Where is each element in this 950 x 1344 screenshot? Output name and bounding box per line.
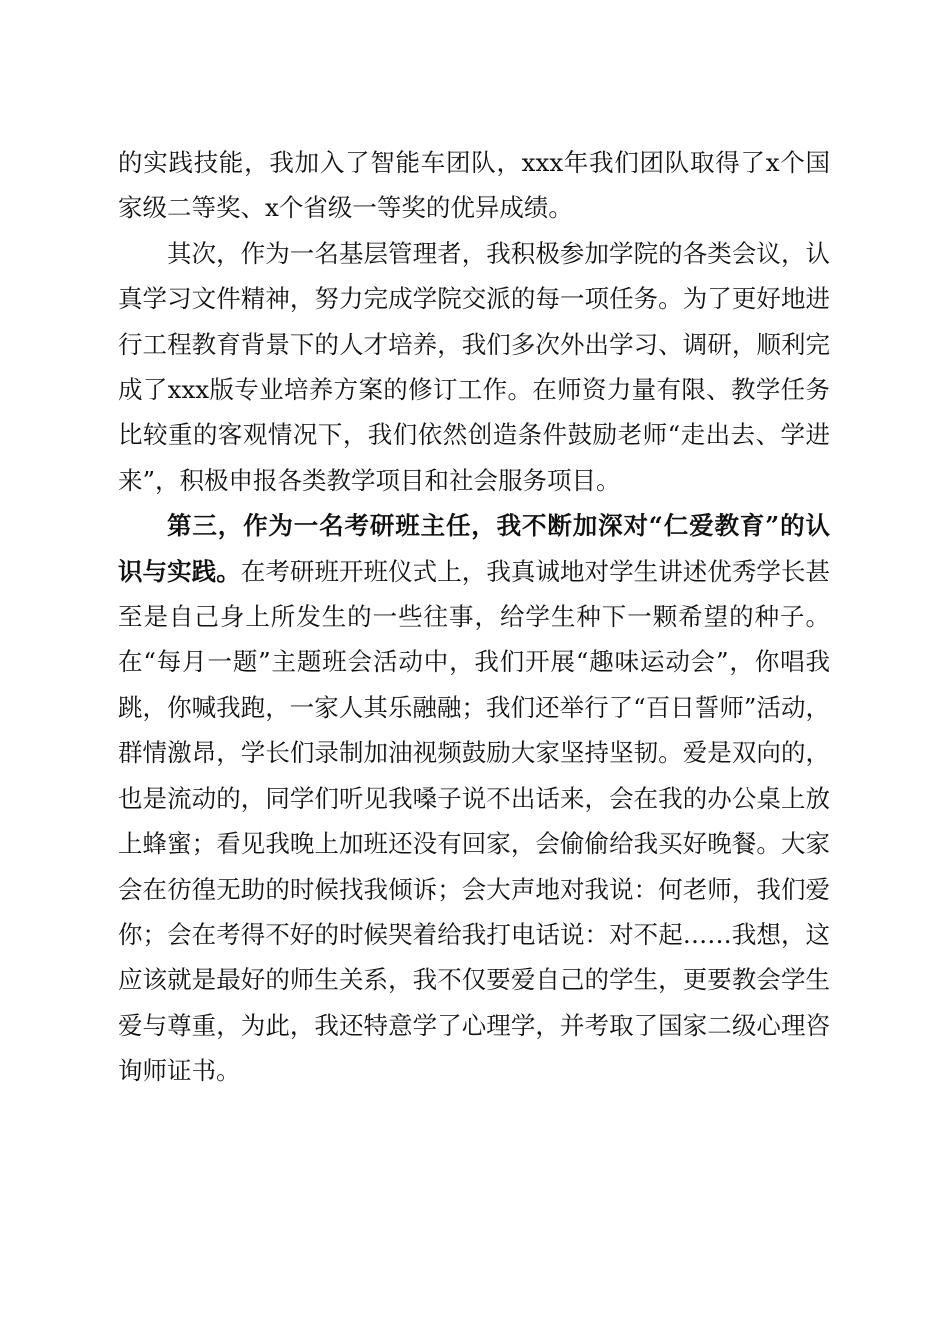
- paragraph-practice-skills: [118, 140, 830, 231]
- paragraph-text: 在考研班开班仪式上，我真诚地对学生讲述优秀学长甚至是自己身上所发生的一些往事，给学生种下一颗希望的种子。在“每月一题”主题班会活动中，我们开展“趣味运动会”，你唱我跳，你喊我跑，一家人其乐融融；我们还举行了“百日誓师”活动，群情激昂，学长们录制加油视频鼓励大家坚持坚韧。爱是双向的，也是流动的，同学们听见我嗓子说不出话来，会在我的办公桌上放上蜂蜜；看见我晚上加班还没有回家，会偷偷给我买好晚餐。大家会在彷徨无助的时候找我倾诉；会大声地对我说：何老师，我们爱你；会在考得不好的时候哭着给我打电话说：对不起……我想，这应该就是最好的师生关系，我不仅要爱自己的学生，更要教会学生爱与尊重，为此，我还特意学了心理学，并考取了国家二级心理咨询师证书。: [118, 556, 831, 1086]
- body-text: [118, 140, 830, 1094]
- paragraph-text: 其次，作为一名基层管理者，我积极参加学院的各类会议，认真学习文件精神，努力完成学院交派的每一项任务。为了更好地进行工程教育背景下的人才培养，我们多次外出学习、调研，顺利完成了xxx版专业培养方案的修订工作。在师资力量有限、教学任务比较重的客观情况下，我们依然创造条件鼓励老师“走出去、学进来”，积极申报各类教学项目和社会服务项目。: [118, 238, 830, 495]
- paragraph-lead-heading: 第三，作为一名考研班主任，我不断加深对“仁爱教育”的认识与实践。: [118, 511, 830, 586]
- paragraph-management: [118, 231, 830, 503]
- paragraph-text: 的实践技能，我加入了智能车团队，xxx年我们团队取得了x个国家级二等奖、x个省级一等奖的优异成绩。: [118, 148, 830, 223]
- paragraph-class-director: [118, 503, 830, 1093]
